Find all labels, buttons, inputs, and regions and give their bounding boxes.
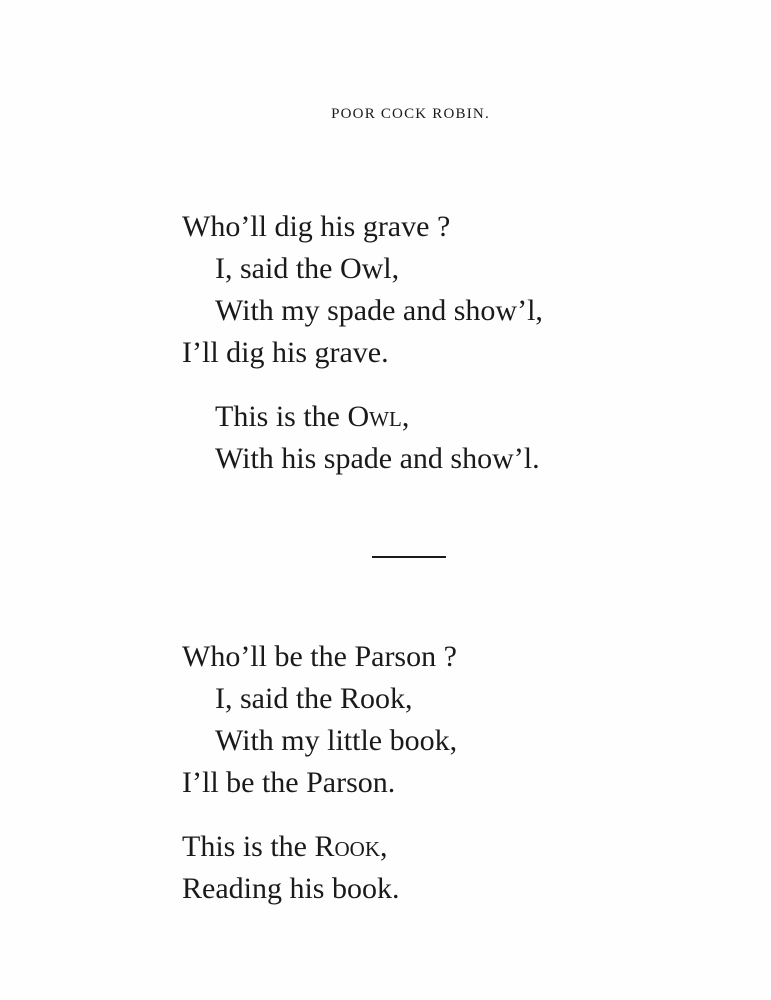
- verse-line: I’ll dig his grave.: [182, 336, 389, 369]
- small-caps-name: Rook: [314, 830, 381, 863]
- stanza-rook-question: [182, 636, 457, 804]
- verse-line: Who’ll dig his grave ?: [182, 210, 451, 243]
- stanza-rook-caption: [182, 826, 400, 910]
- verse-line: Reading his book.: [182, 872, 400, 905]
- verse-line: I, said the Rook,: [215, 682, 413, 715]
- stanza-owl-question: [182, 206, 543, 374]
- verse-text: This is the: [182, 830, 315, 863]
- verse-punctuation: ,: [401, 400, 410, 433]
- verse-line: I, said the Owl,: [215, 252, 400, 285]
- verse-line: [182, 396, 540, 438]
- small-caps-name: Owl: [347, 400, 402, 433]
- verse-line: With my little book,: [215, 724, 458, 757]
- verse-line: With my spade and show’l,: [215, 294, 543, 327]
- verse-text: This is the: [215, 400, 348, 433]
- verse-line: With his spade and show’l.: [215, 442, 540, 475]
- verse-punctuation: ,: [380, 830, 388, 863]
- verse-line: [182, 826, 400, 868]
- running-head: POOR COCK ROBIN.: [331, 106, 490, 122]
- verse-line: Who’ll be the Parson ?: [182, 640, 457, 673]
- verse-line: I’ll be the Parson.: [182, 766, 396, 799]
- stanza-owl-caption: [182, 396, 540, 480]
- section-divider: [372, 556, 446, 558]
